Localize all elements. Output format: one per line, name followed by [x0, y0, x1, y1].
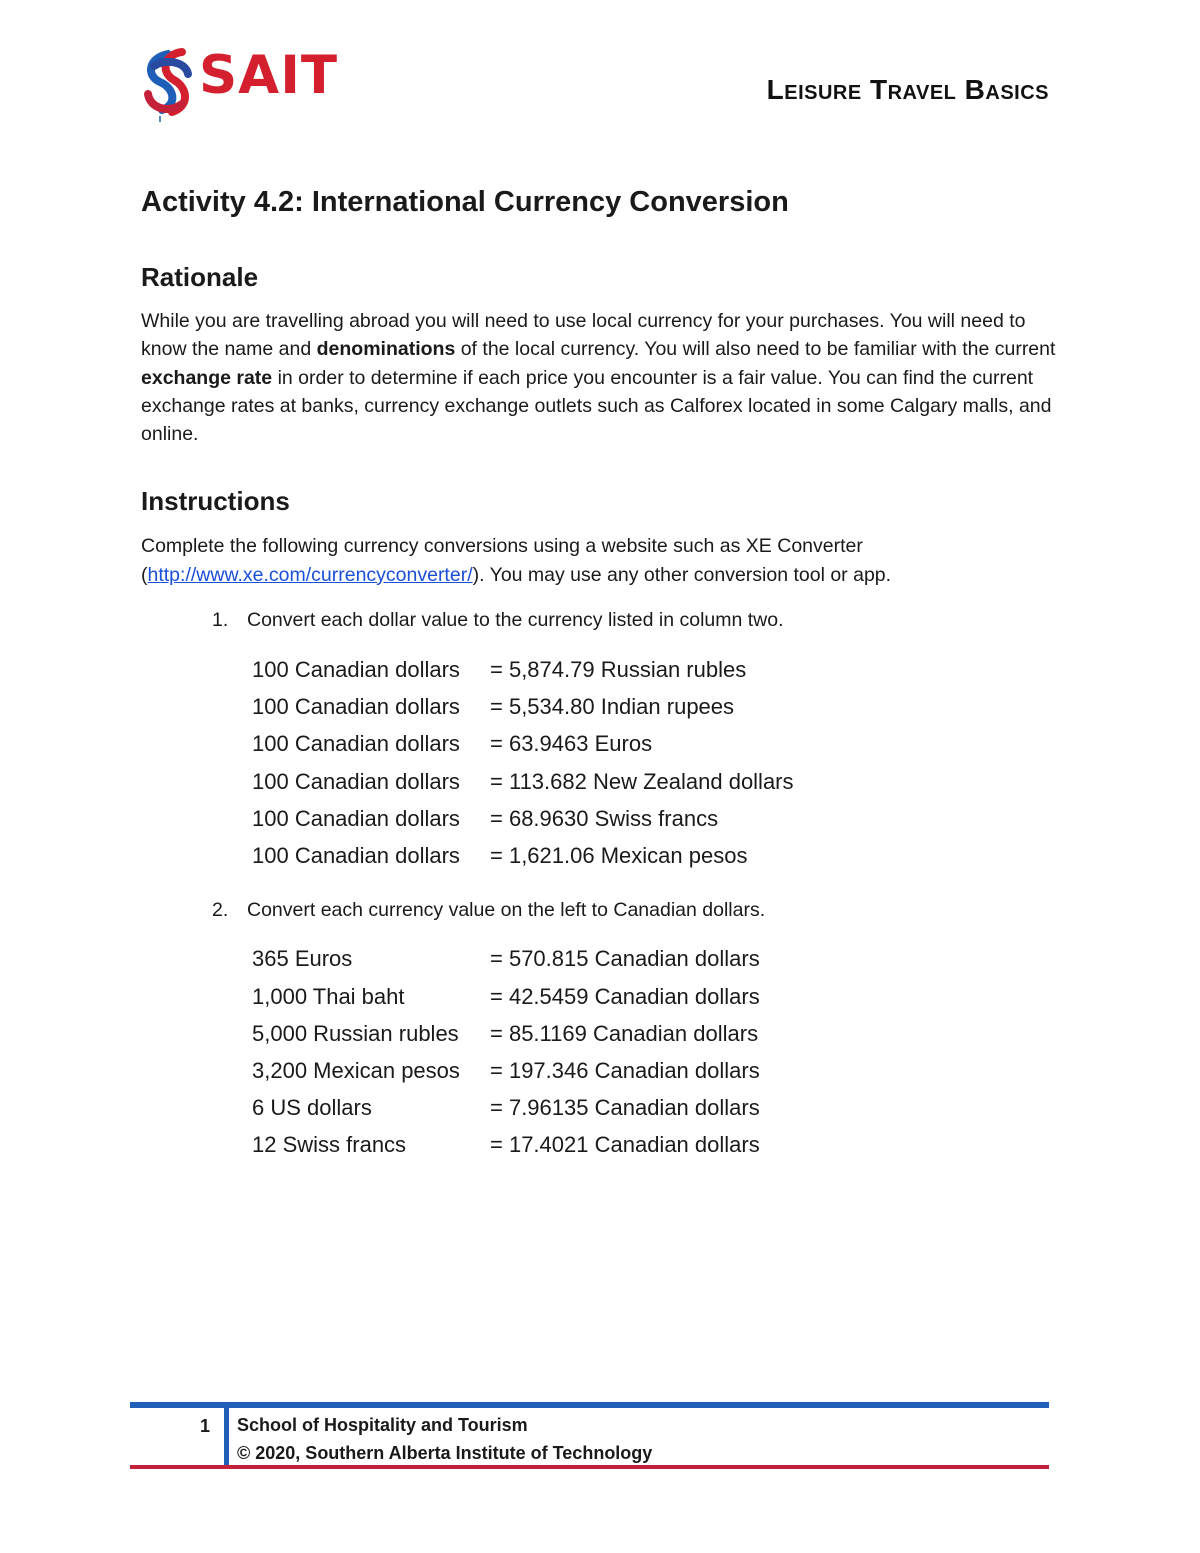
to-value: = 85.1169 Canadian dollars	[490, 1020, 759, 1046]
step-1-number: 1.	[212, 609, 229, 632]
step-2-number: 2.	[212, 899, 229, 922]
instructions-text-2: ). You may use any other conversion tool or app.	[472, 563, 892, 586]
to-value: = 68.9630 Swiss francs	[490, 805, 719, 831]
to-value: = 197.346 Canadian dollars	[490, 1057, 760, 1083]
from-value: 1,000 Thai baht	[252, 983, 405, 1009]
from-value: 6 US dollars	[252, 1095, 372, 1121]
from-value: 100 Canadian dollars	[252, 731, 460, 757]
footer-bottom-rule	[130, 1465, 1049, 1469]
page-title: Activity 4.2: International Currency Conversion	[141, 186, 789, 218]
rationale-text-2: of the local currency. You will also need to be familiar with the current	[455, 338, 1056, 361]
rationale-bold-denominations: denominations	[316, 338, 456, 361]
table-row	[252, 837, 794, 874]
table-row	[252, 940, 760, 977]
rationale-text-1: While you are travelling abroad you will need to use local currency for your purchases. You will need to know the name and	[141, 310, 1026, 361]
xe-converter-link[interactable]: http://www.xe.com/currencyconverter/	[147, 563, 473, 586]
from-value: 100 Canadian dollars	[252, 805, 460, 831]
running-title: Leisure Travel Basics	[766, 74, 1049, 105]
rationale-bold-exchange-rate: exchange rate	[141, 366, 273, 389]
step-1	[141, 606, 1061, 634]
footer-divider	[224, 1408, 229, 1466]
footer-top-rule	[130, 1402, 1049, 1408]
to-value: = 1,621.06 Mexican pesos	[490, 843, 748, 869]
to-value: = 5,874.79 Russian rubles	[490, 657, 747, 683]
table-row	[252, 978, 760, 1015]
from-value: 100 Canadian dollars	[252, 694, 460, 720]
from-value: 365 Euros	[252, 946, 353, 972]
table-row	[252, 1089, 760, 1126]
to-value: = 5,534.80 Indian rupees	[490, 694, 735, 720]
to-value: = 17.4021 Canadian dollars	[490, 1132, 760, 1158]
to-value: = 42.5459 Canadian dollars	[490, 983, 760, 1009]
instructions-paragraph	[141, 532, 1061, 589]
footer-copyright: © 2020, Southern Alberta Institute of Technology	[237, 1443, 653, 1463]
to-value: = 63.9463 Euros	[490, 731, 653, 757]
table-row	[252, 1126, 760, 1163]
document-body	[141, 182, 1061, 1164]
from-value: 100 Canadian dollars	[252, 657, 460, 683]
to-value: = 570.815 Canadian dollars	[490, 946, 760, 972]
rationale-heading: Rationale	[141, 262, 259, 292]
table-row	[252, 1015, 760, 1052]
to-value: = 113.682 New Zealand dollars	[490, 768, 794, 794]
step-2-text: Convert each currency value on the left to Canadian dollars.	[247, 899, 766, 922]
page-number: 1	[200, 1416, 211, 1436]
instructions-heading: Instructions	[141, 486, 290, 517]
rationale-text-3: in order to determine if each price you encounter is a fair value. You can find the current exchange rates at banks, currency exchange outlets such as Calforex located in some Calgary malls, and online.	[141, 366, 1052, 446]
logo-wordmark: SAIT	[199, 45, 339, 106]
rationale-paragraph	[141, 307, 1061, 448]
table-row	[252, 1052, 760, 1089]
table-row	[252, 651, 794, 688]
step-2	[141, 896, 1061, 924]
from-value: 12 Swiss francs	[252, 1132, 407, 1158]
footer-school: School of Hospitality and Tourism	[237, 1415, 528, 1435]
table-row	[252, 688, 794, 725]
table-row	[252, 725, 794, 762]
step-1-text: Convert each dollar value to the currency listed in column two.	[247, 609, 784, 632]
from-value: 3,200 Mexican pesos	[252, 1057, 460, 1083]
instructions-text-1: Complete the following currency conversions using a website such as XE Converter (	[141, 535, 863, 586]
conversion-table-2	[252, 940, 760, 1163]
from-value: 100 Canadian dollars	[252, 843, 460, 869]
from-value: 5,000 Russian rubles	[252, 1020, 459, 1046]
from-value: 100 Canadian dollars	[252, 768, 460, 794]
table-row	[252, 800, 794, 837]
table-row	[252, 763, 794, 800]
to-value: = 7.96135 Canadian dollars	[490, 1095, 760, 1121]
conversion-table-1	[252, 651, 794, 874]
